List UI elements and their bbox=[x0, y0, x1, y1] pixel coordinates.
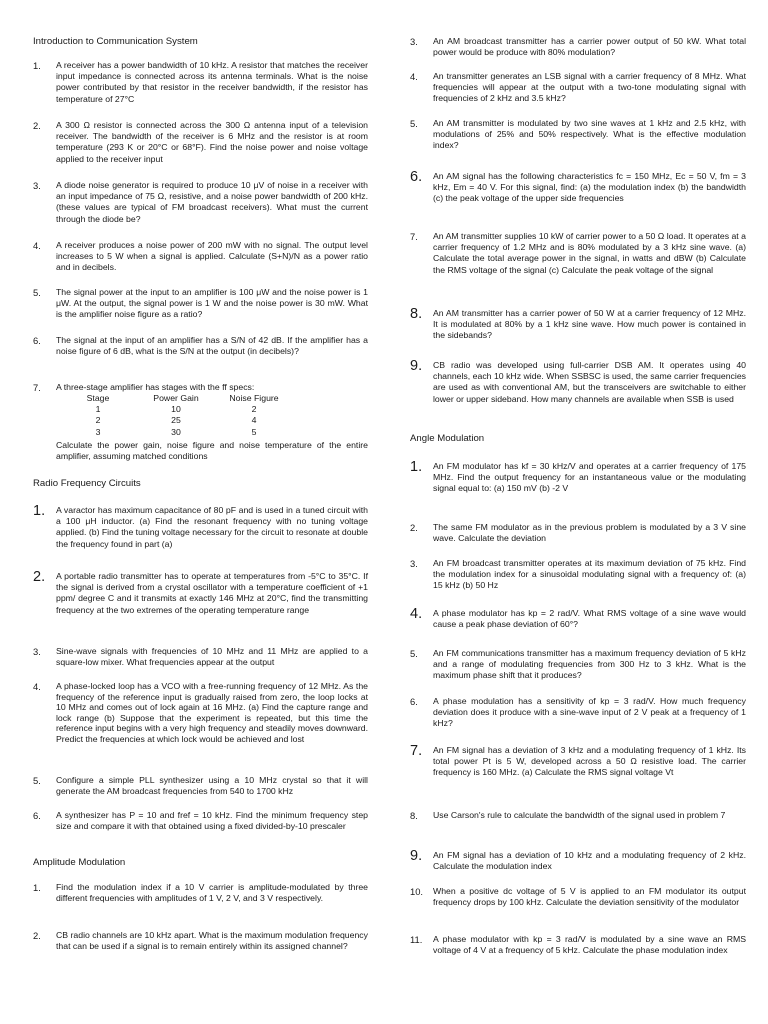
spec-cell: 5 bbox=[251, 426, 257, 437]
problem-text: Configure a simple PLL synthesizer using a 10 MHz crystal so that it will generate the AM broadcast frequencies from 540 to 1700 kHz bbox=[56, 775, 368, 797]
problem-text: A diode noise generator is required to produce 10 μV of noise in a receiver with an input impedance of 75 Ω, resistive, and a noise power bandwidth of 200 kHz.(these values are typical of FM broadcast receivers). What must the current through the diode be? bbox=[56, 180, 368, 224]
problem-number: 6. bbox=[410, 169, 423, 185]
problem-number: 4. bbox=[33, 681, 41, 692]
am-problem-9 bbox=[410, 360, 746, 405]
spec-calculation-note bbox=[33, 440, 368, 462]
angle-problem-10 bbox=[410, 886, 746, 908]
problem-number: 5. bbox=[410, 648, 418, 659]
angle-problem-1 bbox=[410, 461, 746, 495]
angle-problem-3 bbox=[410, 558, 746, 592]
am-problem-5 bbox=[410, 118, 746, 152]
amplifier-spec-table bbox=[56, 393, 316, 438]
problem-number: 5. bbox=[33, 775, 41, 786]
problem-text: A 300 Ω resistor is connected across the 300 Ω antenna input of a television receiver. The bandwidth of the receiver is 6 MHz and the resistor is at room temperature (293 K or 20°C or 68°F). Find the noise power and noise voltage applied to the receiver input bbox=[56, 120, 368, 164]
problem-number: 4. bbox=[410, 606, 423, 622]
problem-text: Calculate the power gain, noise figure and noise temperature of the entire amplifier, assuming matched conditions bbox=[56, 440, 368, 462]
intro-problem-5 bbox=[33, 287, 368, 321]
problem-number: 2. bbox=[33, 569, 46, 585]
problem-text: A synthesizer has P = 10 and fref = 10 kHz. Find the minimum frequency step size and compare it with that obtained using a fixed divided-by-10 prescaler bbox=[56, 810, 368, 832]
angle-problem-7 bbox=[410, 745, 746, 779]
intro-problem-3 bbox=[33, 180, 368, 225]
spec-cell: 2 bbox=[251, 404, 257, 415]
problem-number: 1. bbox=[33, 503, 46, 519]
spec-header-gain: Power Gain bbox=[153, 393, 199, 403]
problem-number: 6. bbox=[33, 335, 41, 346]
am-problem-3 bbox=[410, 36, 746, 58]
problem-text: The same FM modulator as in the previous problem is modulated by a 3 V sine wave. Calculate the deviation bbox=[433, 522, 746, 544]
problem-text: The signal at the input of an amplifier has a S/N of 42 dB. If the amplifier has a noise figure of 6 dB, what is the S/N at the output (in decibels)? bbox=[56, 335, 368, 357]
rf-problem-5 bbox=[33, 775, 368, 797]
rf-problem-3 bbox=[33, 646, 368, 668]
intro-problem-7 bbox=[33, 382, 368, 437]
spec-cell: 1 bbox=[95, 404, 101, 415]
problem-number: 2. bbox=[33, 120, 41, 131]
problem-number: 7. bbox=[33, 382, 41, 393]
angle-problem-4 bbox=[410, 608, 746, 630]
angle-problem-6 bbox=[410, 696, 746, 730]
am-problem-2 bbox=[33, 930, 368, 952]
problem-number: 8. bbox=[410, 810, 418, 821]
am-problem-6 bbox=[410, 171, 746, 205]
problem-number: 3. bbox=[410, 36, 418, 47]
spec-cell: 10 bbox=[171, 404, 181, 415]
problem-number: 3. bbox=[33, 180, 41, 191]
problem-number: 7. bbox=[410, 231, 418, 242]
rf-problem-4 bbox=[33, 681, 368, 745]
spec-cell: 30 bbox=[171, 426, 181, 437]
angle-problem-2 bbox=[410, 522, 746, 544]
problem-text: Use Carson's rule to calculate the bandwidth of the signal used in problem 7 bbox=[433, 810, 726, 820]
problem-number: 1. bbox=[33, 882, 41, 893]
problem-text: An AM transmitter supplies 10 kW of carrier power to a 50 Ω load. It operates at a carrier frequency of 1.2 MHz and is 80% modulated by a 3 kHz sine wave. (a) Calculate the total average power in the signal, in watts and dBW (b) Calculate the RMS voltage of the signal (c) Calculate the peak voltage of the signal bbox=[433, 231, 746, 275]
problem-text: An AM transmitter is modulated by two sine waves at 1 kHz and 2.5 kHz, with modulations of 25% and 50% respectively. What is the effective modulation index? bbox=[433, 118, 746, 151]
problem-number: 4. bbox=[33, 240, 41, 251]
problem-number: 5. bbox=[33, 287, 41, 298]
section-heading-intro: Introduction to Communication System bbox=[33, 36, 198, 47]
problem-text: An FM signal has a deviation of 3 kHz and a modulating frequency of 1 kHz. Its total power Pt is 5 W, developed across a 50 Ω resistive load. The carrier frequency is 160 MHz. (a) Calculate the RMS signal voltage Vt bbox=[433, 745, 746, 778]
problem-text: An AM signal has the following characteristics fc = 150 MHz, Ec = 50 V, fm = 3 kHz, Em = 40 V. For this signal, find: (a) the modulation index (b) the bandwidth (c) the peak voltage of the upper side frequencies bbox=[433, 171, 746, 204]
problem-number: 4. bbox=[410, 71, 418, 82]
problem-number: 9. bbox=[410, 358, 423, 374]
problem-number: 11. bbox=[410, 934, 423, 945]
problem-text: A phase modulator with kp = 3 rad/V is modulated by a sine wave an RMS voltage of 4 V at a frequency of 5 kHz. Calculate the phase modulation index bbox=[433, 934, 746, 956]
problem-text: An FM broadcast transmitter operates at its maximum deviation of 75 kHz. Find the modulation index for a sinusoidal modulating signal with a frequency of: (a) 15 kHz (b) 50 Hz bbox=[433, 558, 746, 591]
intro-problem-2 bbox=[33, 120, 368, 165]
problem-text: A portable radio transmitter has to operate at temperatures from -5°C to 35°C. If the signal is derived from a crystal oscillator with a temperature coefficient of +1 ppm/ degree C and it transmits at exactly 146 MHz at 20°C, find the transmitting frequency at the two extremes of the operating temperature range bbox=[56, 571, 368, 615]
problem-number: 1. bbox=[410, 459, 423, 475]
problem-text: A varactor has maximum capacitance of 80 pF and is used in a tuned circuit with a 100 μH inductor. (a) Find the resonant frequency with no tuning voltage applied. (b) Find the tuning voltage necessary for the circuit to resonate at double the frequency found in part (a) bbox=[56, 505, 368, 549]
am-problem-8 bbox=[410, 308, 746, 342]
problem-text: A phase modulation has a sensitivity of kp = 3 rad/V. How much frequency deviation does it produce with a sine-wave input of 2 V peak at a frequency of 1 kHz? bbox=[433, 696, 746, 729]
problem-text: The signal power at the input to an amplifier is 100 μW and the noise power is 1 μW. At the output, the signal power is 1 W and the noise power is 30 mW. What is the amplifier noise figure as a ratio? bbox=[56, 287, 368, 320]
spec-cell: 2 bbox=[95, 415, 101, 426]
spec-header-nf: Noise Figure bbox=[229, 393, 279, 403]
problem-text: A receiver produces a noise power of 200 mW with no signal. The output level increases to 5 W when a signal is applied. Calculate (S+N)/N as a power ratio and in decibels. bbox=[56, 240, 368, 273]
am-problem-1 bbox=[33, 882, 368, 904]
spec-row bbox=[56, 404, 316, 415]
problem-text: An FM signal has a deviation of 10 kHz and a modulating frequency of 2 kHz. Calculate the modulation index bbox=[433, 850, 746, 872]
angle-problem-8 bbox=[410, 810, 746, 821]
section-heading-rf: Radio Frequency Circuits bbox=[33, 478, 141, 489]
intro-problem-1 bbox=[33, 60, 368, 105]
spec-header-stage: Stage bbox=[86, 393, 110, 403]
problem-number: 2. bbox=[410, 522, 418, 533]
section-heading-angle: Angle Modulation bbox=[410, 433, 485, 444]
spec-row bbox=[56, 415, 316, 426]
problem-text: A phase-locked loop has a VCO with a free-running frequency of 12 MHz. As the frequency of the reference input is gradually raised from zero, the loop locks at 10 MHz and comes out of lock again at 16 MHz. (a) Find the capture range and lock range (b) Suppose that the experiment is repeated, but this time the reference input begins with a very high frequency and steadily moves downward. Predict the frequencies at which lock would be achieved and lost bbox=[56, 681, 368, 744]
problem-text: CB radio was developed using full-carrier DSB AM. It operates using 40 channels, each 10 kHz wide. When SSBSC is used, the same carrier frequencies are used as with conventional AM, but the transceivers are switchable to either lower or upper sideband. How many channels are available when SSB is used bbox=[433, 360, 746, 404]
problem-number: 3. bbox=[33, 646, 41, 657]
problem-number: 1. bbox=[33, 60, 41, 71]
problem-text: Find the modulation index if a 10 V carrier is amplitude-modulated by three different frequencies with amplitudes of 1 V, 2 V, and 3 V respectively. bbox=[56, 882, 368, 904]
spec-header-row bbox=[56, 393, 316, 404]
problem-text: An AM broadcast transmitter has a carrier power output of 50 kW. What total power would be produce with 80% modulation? bbox=[433, 36, 746, 58]
am-problem-7 bbox=[410, 231, 746, 276]
am-problem-4 bbox=[410, 71, 746, 105]
angle-problem-11 bbox=[410, 934, 746, 956]
problem-text: When a positive dc voltage of 5 V is applied to an FM modulator its output frequency drops by 100 kHz. Calculate the deviation sensitivity of the modulator bbox=[433, 886, 746, 908]
spec-cell: 25 bbox=[171, 415, 181, 426]
problem-number: 9. bbox=[410, 848, 423, 864]
rf-problem-2 bbox=[33, 571, 368, 616]
rf-problem-1 bbox=[33, 505, 368, 550]
problem-number: 6. bbox=[33, 810, 41, 821]
problem-text: An FM communications transmitter has a maximum frequency deviation of 5 kHz and a range of modulating frequencies from 300 Hz to 3 kHz. What is the maximum phase shift that it produces? bbox=[433, 648, 746, 681]
problem-number: 10. bbox=[410, 886, 424, 897]
problem-text: A receiver has a power bandwidth of 10 kHz. A resistor that matches the receiver input impedance is connected across its antenna terminals. What is the noise power contributed by that resistor in the receiver bandwidth, if the resistor has temperature of 27°C bbox=[56, 60, 368, 104]
spec-cell: 4 bbox=[251, 415, 257, 426]
problem-number: 3. bbox=[410, 558, 418, 569]
problem-text: CB radio channels are 10 kHz apart. What is the maximum modulation frequency that can be used if a signal is to remain entirely within its assigned channel? bbox=[56, 930, 368, 952]
problem-text: A three-stage amplifier has stages with the ff specs: bbox=[56, 382, 255, 392]
spec-cell: 3 bbox=[95, 426, 101, 437]
rf-problem-6 bbox=[33, 810, 368, 832]
spec-row bbox=[56, 427, 316, 438]
angle-problem-9 bbox=[410, 850, 746, 872]
problem-number: 8. bbox=[410, 306, 423, 322]
problem-text: An transmitter generates an LSB signal with a carrier frequency of 8 MHz. What frequencies will appear at the output with a two-tone modulating signal with frequencies of 2 kHz and 3.5 kHz? bbox=[433, 71, 746, 104]
angle-problem-5 bbox=[410, 648, 746, 682]
problem-number: 7. bbox=[410, 743, 423, 759]
section-heading-am: Amplitude Modulation bbox=[33, 857, 126, 868]
intro-problem-4 bbox=[33, 240, 368, 274]
problem-text: A phase modulator has kp = 2 rad/V. What RMS voltage of a sine wave would cause a peak phase deviation of 60°? bbox=[433, 608, 746, 630]
problem-number: 5. bbox=[410, 118, 418, 129]
problem-number: 6. bbox=[410, 696, 418, 707]
problem-text: An FM modulator has kf = 30 kHz/V and operates at a carrier frequency of 175 MHz. Find the output frequency for an instantaneous value or the modulating signal equal to: (a) 150 mV (b) -2 V bbox=[433, 461, 746, 494]
problem-text: An AM transmitter has a carrier power of 50 W at a carrier frequency of 12 MHz. It is modulated at 80% by a 1 kHz sine wave. How much power is contained in the sidebands? bbox=[433, 308, 746, 341]
problem-number: 2. bbox=[33, 930, 41, 941]
problem-text: Sine-wave signals with frequencies of 10 MHz and 11 MHz are applied to a square-low mixer. What frequencies appear at the output bbox=[56, 646, 368, 668]
intro-problem-6 bbox=[33, 335, 368, 357]
